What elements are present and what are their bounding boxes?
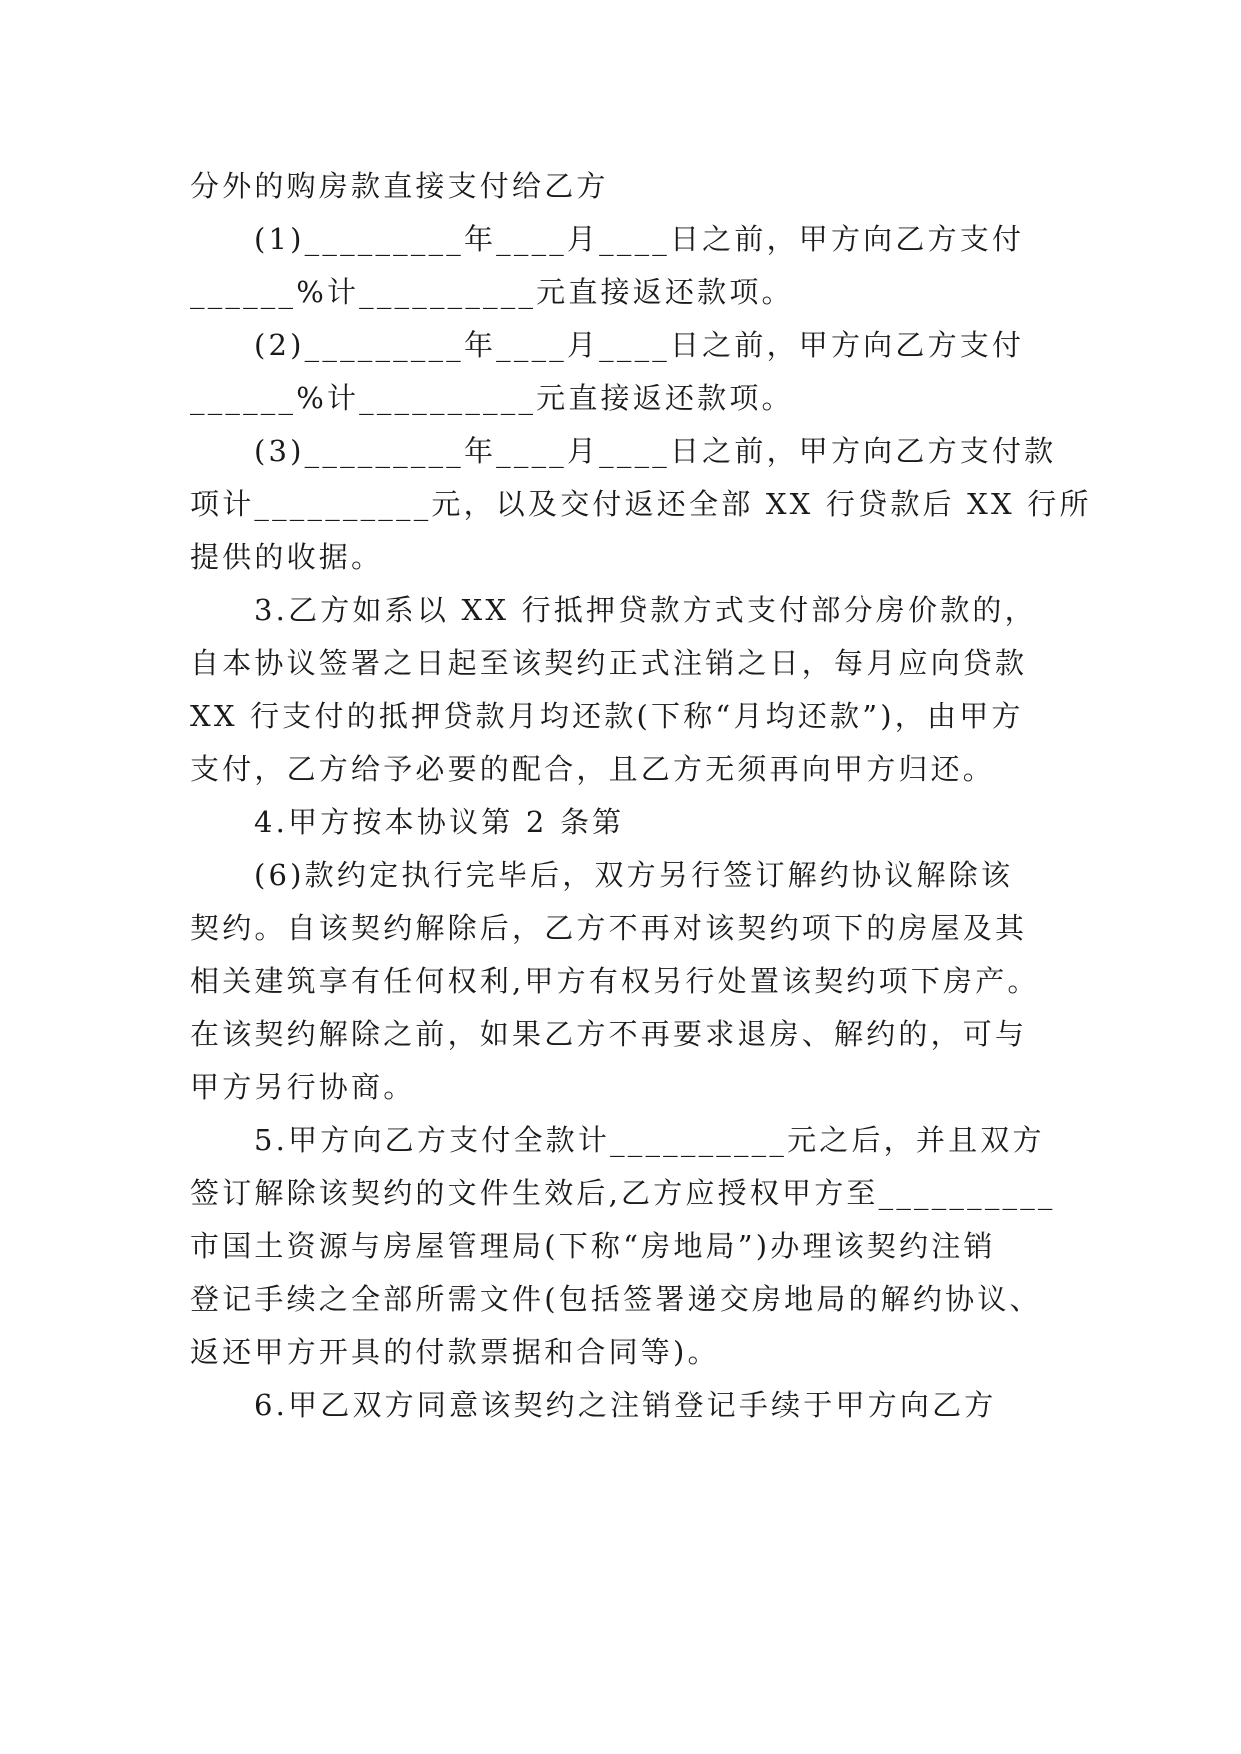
text-line: 3.乙方如系以 XX 行抵押贷款方式支付部分房价款的， — [254, 593, 1037, 627]
text-line: 市国土资源与房屋管理局(下称“房地局”)办理该契约注销 — [190, 1229, 996, 1263]
text-line: 签订解除该契约的文件生效后,乙方应授权甲方至__________ — [190, 1176, 1056, 1210]
text-line: 契约。自该契约解除后，乙方不再对该契约项下的房屋及其 — [190, 911, 1028, 945]
text-line: 相关建筑享有任何权利,甲方有权另行处置该契约项下房产。 — [190, 964, 1040, 998]
text-line: 支付，乙方给予必要的配合，且乙方无须再向甲方归还。 — [190, 752, 996, 786]
text-line: 4.甲方按本协议第 2 条第 — [254, 805, 625, 839]
text-line: (6)款约定执行完毕后，双方另行签订解约协议解除该 — [254, 858, 1014, 892]
text-line: 分外的购房款直接支付给乙方 — [190, 169, 609, 203]
text-line: 提供的收据。 — [190, 540, 384, 574]
text-line: 6.甲乙双方同意该契约之注销登记手续于甲方向乙方 — [254, 1388, 997, 1422]
text-line: (2)_________年____月____日之前，甲方向乙方支付 — [254, 328, 1025, 362]
text-line: (1)_________年____月____日之前，甲方向乙方支付 — [254, 222, 1025, 256]
text-line: 返还甲方开具的付款票据和合同等)。 — [190, 1335, 720, 1369]
text-line: 项计__________元，以及交付返还全部 XX 行贷款后 XX 行所 — [190, 487, 1092, 521]
text-line: ______%计__________元直接返还款项。 — [190, 275, 794, 309]
text-line: 5.甲方向乙方支付全款计__________元之后，并且双方 — [254, 1123, 1045, 1157]
text-line: 甲方另行协商。 — [190, 1070, 416, 1104]
text-line: XX 行支付的抵押贷款月均还款(下称“月均还款”)，由甲方 — [190, 699, 1024, 733]
text-line: ______%计__________元直接返还款项。 — [190, 381, 794, 415]
text-line: (3)_________年____月____日之前，甲方向乙方支付款 — [254, 434, 1057, 468]
text-line: 自本协议签署之日起至该契约正式注销之日，每月应向贷款 — [190, 646, 1028, 680]
text-line: 在该契约解除之前，如果乙方不再要求退房、解约的，可与 — [190, 1017, 1028, 1051]
text-line: 登记手续之全部所需文件(包括签署递交房地局的解约协议、 — [190, 1282, 1042, 1316]
